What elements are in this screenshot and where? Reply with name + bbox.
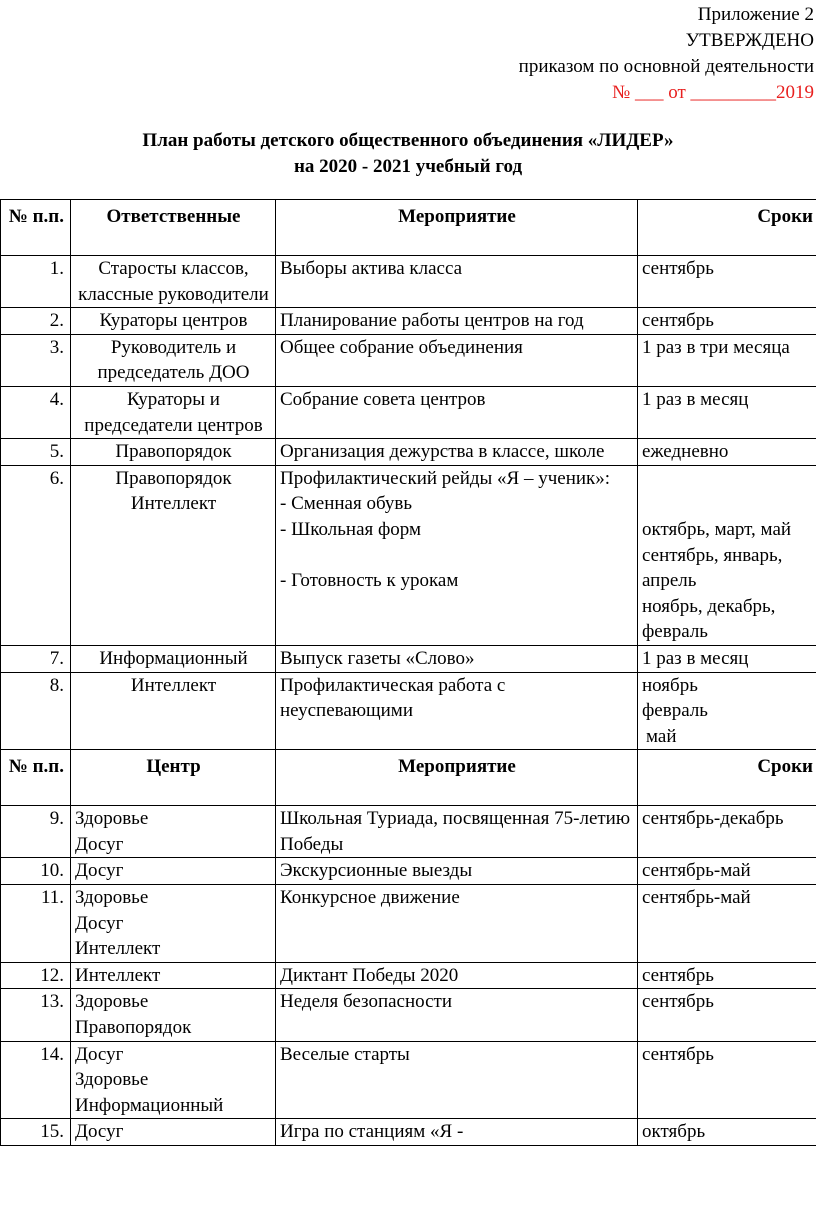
responsible-line: Правопорядок — [115, 467, 232, 489]
center-line: Здоровье — [75, 1069, 149, 1091]
center-line: Здоровье — [75, 991, 149, 1013]
table-row — [1, 386, 816, 438]
title-line-1: План работы детского общественного объединения «ЛИДЕР» — [142, 130, 674, 151]
center-line: Досуг — [75, 912, 124, 934]
table-row — [1, 806, 816, 858]
row-responsible — [71, 465, 276, 645]
header-center: Центр — [71, 750, 276, 806]
event-intro: Профилактический рейды «Я – ученик»: — [280, 467, 611, 489]
dates-line: май — [646, 725, 677, 747]
table-row — [1, 645, 816, 672]
event-item: - Сменная обувь — [280, 493, 413, 515]
table-row — [1, 465, 816, 645]
center-line: Досуг — [75, 1121, 124, 1143]
table-row — [1, 1119, 816, 1146]
row-dates: сентябрь-май — [638, 885, 816, 963]
row-number: 8. — [1, 672, 71, 750]
center-line: Досуг — [75, 833, 124, 855]
table-header — [1, 200, 816, 256]
center-line: Здоровье — [75, 887, 149, 909]
dates-item: ноябрь, декабрь, февраль — [642, 595, 776, 643]
center-line: Досуг — [75, 1043, 124, 1065]
row-dates: сентябрь-май — [638, 858, 816, 885]
header-event: Мероприятие — [276, 200, 638, 256]
row-event: Веселые старты — [276, 1041, 638, 1119]
header-responsible: Ответственные — [71, 200, 276, 256]
row-number: 1. — [1, 256, 71, 308]
row-number: 2. — [1, 308, 71, 335]
header-event: Мероприятие — [276, 750, 638, 806]
row-dates: сентябрь — [638, 962, 816, 989]
row-dates: сентябрь-декабрь — [638, 806, 816, 858]
row-event: Выборы актива класса — [276, 256, 638, 308]
table-row — [1, 256, 816, 308]
row-dates: октябрь — [638, 1119, 816, 1146]
row-event: Планирование работы центров на год — [276, 308, 638, 335]
row-dates: сентябрь — [638, 989, 816, 1041]
row-event: Конкурсное движение — [276, 885, 638, 963]
row-responsible: Кураторы и председатели центров — [71, 386, 276, 438]
center-line: Информационный — [75, 1094, 224, 1116]
table-row — [1, 308, 816, 335]
header-dates: Сроки — [638, 200, 816, 256]
row-centers — [71, 806, 276, 858]
event-item: - Готовность к урокам — [280, 570, 459, 592]
row-number: 7. — [1, 645, 71, 672]
row-dates: сентябрь — [638, 1041, 816, 1119]
row-event: Экскурсионные выезды — [276, 858, 638, 885]
dates-item: октябрь, март, май — [642, 518, 792, 540]
row-dates: 1 раз в три месяца — [638, 334, 816, 386]
row-number: 14. — [1, 1041, 71, 1119]
center-line: Правопорядок — [75, 1017, 192, 1039]
table-row — [1, 989, 816, 1041]
plan-table — [0, 199, 816, 1146]
header-number: № п.п. — [1, 200, 71, 256]
row-dates — [638, 672, 816, 750]
table-row — [1, 1041, 816, 1119]
spacer — [642, 491, 813, 517]
center-line: Здоровье — [75, 808, 149, 830]
header-number: № п.п. — [1, 750, 71, 806]
row-responsible: Правопорядок — [71, 439, 276, 466]
row-number: 5. — [1, 439, 71, 466]
row-centers — [71, 1041, 276, 1119]
order-number: № ___ от _________2019 — [612, 82, 814, 103]
spacer — [280, 543, 634, 569]
row-responsible: Интеллект — [71, 672, 276, 750]
responsible-line: Интеллект — [130, 493, 217, 515]
row-number: 10. — [1, 858, 71, 885]
center-line: Интеллект — [75, 938, 161, 960]
header-dates: Сроки — [638, 750, 816, 806]
approval-block — [519, 2, 814, 106]
dates-line: февраль — [642, 700, 708, 722]
row-dates — [638, 465, 816, 645]
row-number: 4. — [1, 386, 71, 438]
row-event: Игра по станциям «Я - — [276, 1119, 638, 1146]
row-dates: 1 раз в месяц — [638, 386, 816, 438]
dates-line: ноябрь — [642, 674, 698, 696]
row-centers — [71, 885, 276, 963]
row-event: Выпуск газеты «Слово» — [276, 645, 638, 672]
row-centers — [71, 989, 276, 1041]
row-dates: сентябрь — [638, 256, 816, 308]
center-line: Интеллект — [75, 964, 161, 986]
appendix-label: Приложение 2 — [697, 4, 814, 25]
row-centers — [71, 1119, 276, 1146]
order-label: приказом по основной деятельности — [518, 56, 814, 77]
row-event: Диктант Победы 2020 — [276, 962, 638, 989]
row-event: Школьная Туриада, посвященная 75-летию Победы — [276, 806, 638, 858]
dates-item: сентябрь, январь, апрель — [642, 544, 783, 592]
row-number: 3. — [1, 334, 71, 386]
row-event: Профилактическая работа с неуспевающими — [276, 672, 638, 750]
table-row — [1, 439, 816, 466]
row-event: Собрание совета центров — [276, 386, 638, 438]
row-number: 9. — [1, 806, 71, 858]
row-number: 12. — [1, 962, 71, 989]
table-row — [1, 885, 816, 963]
row-number: 15. — [1, 1119, 71, 1146]
table-row — [1, 334, 816, 386]
title-line-2: на 2020 - 2021 учебный год — [293, 156, 523, 177]
row-responsible: Информационный — [71, 645, 276, 672]
center-line: Досуг — [75, 860, 124, 882]
row-event: Общее собрание объединения — [276, 334, 638, 386]
row-event: Организация дежурства в классе, школе — [276, 439, 638, 466]
row-dates: 1 раз в месяц — [638, 645, 816, 672]
row-centers — [71, 962, 276, 989]
row-event: Неделя безопасности — [276, 989, 638, 1041]
table-row — [1, 962, 816, 989]
row-responsible: Старосты классов, классные руководители — [71, 256, 276, 308]
event-item: - Школьная форм — [280, 518, 422, 540]
row-number: 13. — [1, 989, 71, 1041]
row-centers — [71, 858, 276, 885]
row-responsible: Кураторы центров — [71, 308, 276, 335]
approved-label: УТВЕРЖДЕНО — [685, 30, 814, 51]
row-number: 11. — [1, 885, 71, 963]
row-dates: сентябрь — [638, 308, 816, 335]
table-row — [1, 858, 816, 885]
page-title — [0, 128, 816, 180]
row-responsible: Руководитель и председатель ДОО — [71, 334, 276, 386]
table-header-centers — [1, 750, 816, 806]
table-row — [1, 672, 816, 750]
row-dates: ежедневно — [638, 439, 816, 466]
row-number: 6. — [1, 465, 71, 645]
spacer — [642, 466, 813, 492]
row-event — [276, 465, 638, 645]
